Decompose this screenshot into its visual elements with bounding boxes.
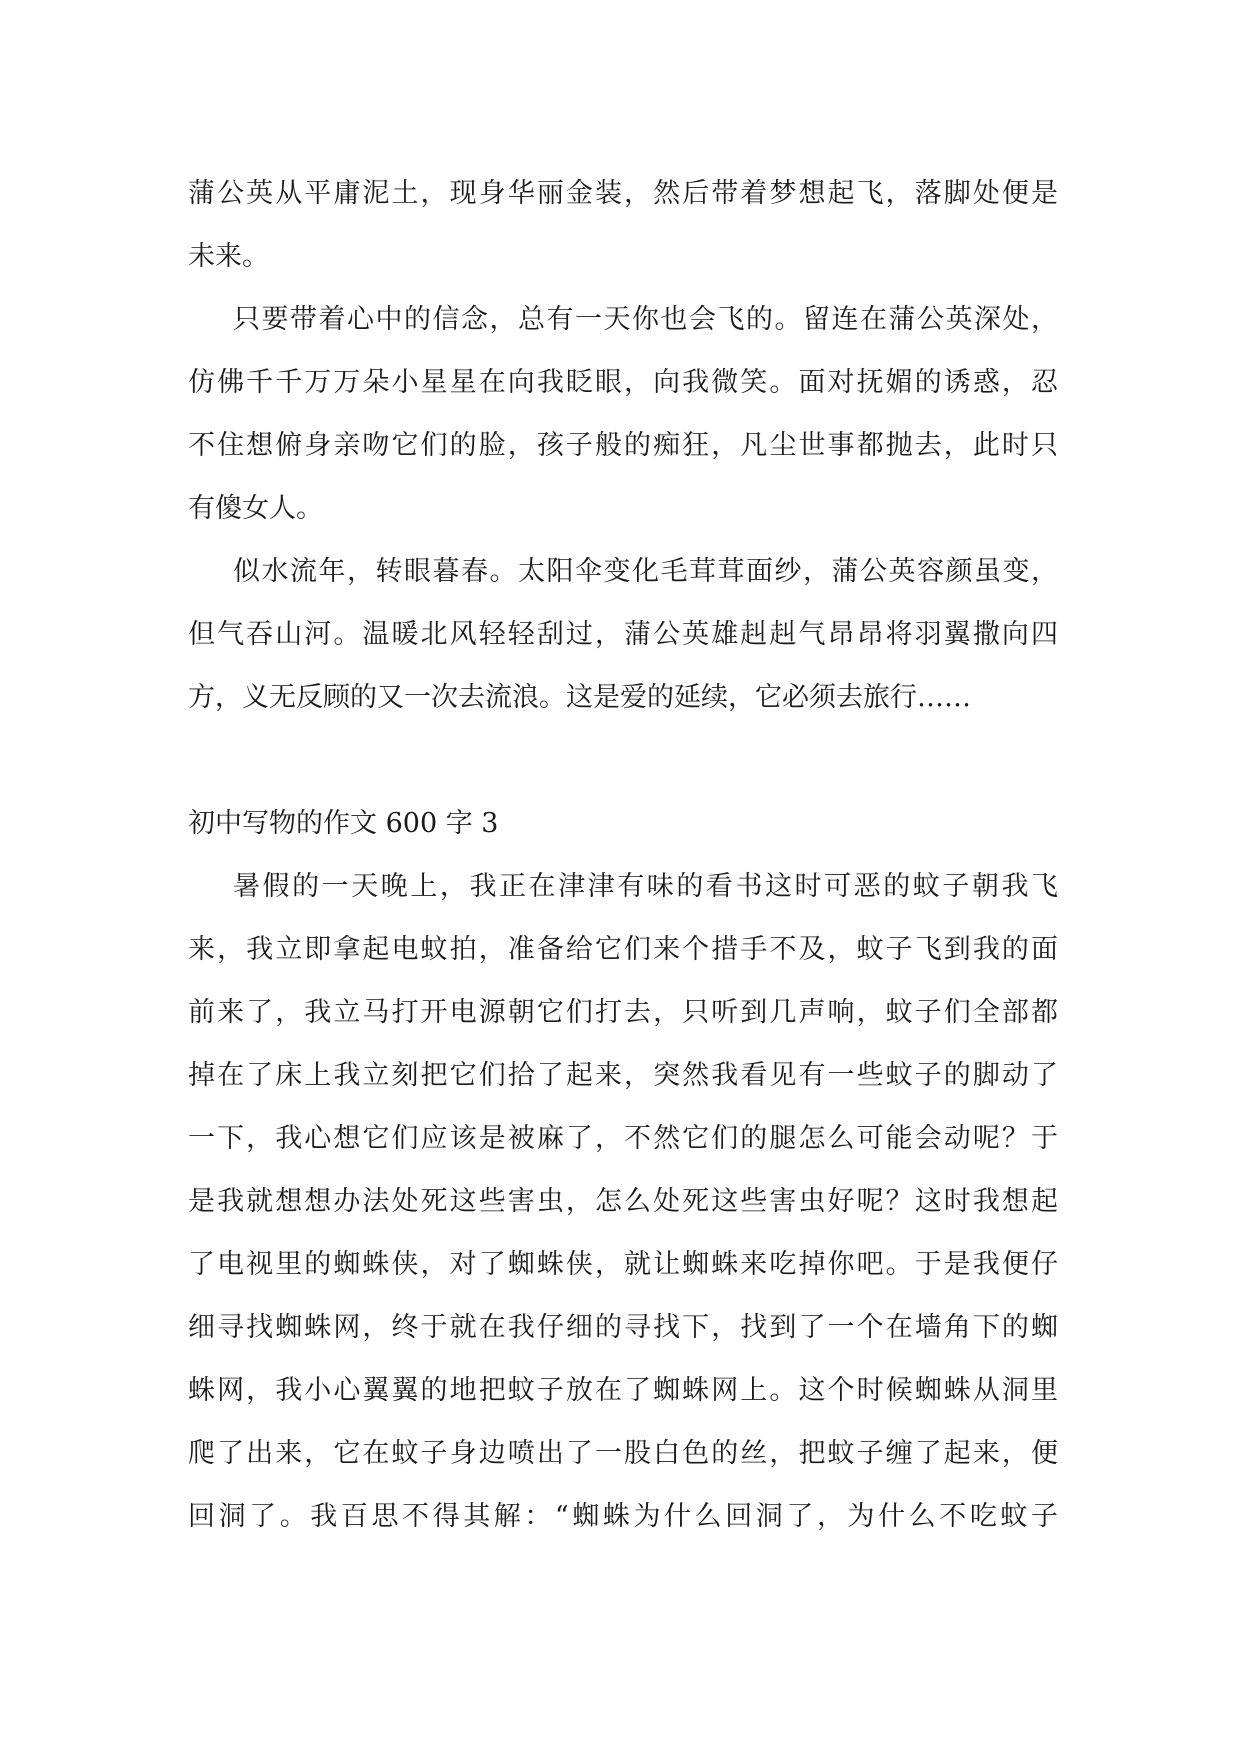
paragraph-3 <box>188 540 1058 729</box>
paragraph-line: 回洞了。我百思不得其解：“蜘蛛为什么回洞了，为什么不吃蚊子 <box>188 1501 1058 1532</box>
document-page <box>188 162 1058 1548</box>
paragraph-line: 爬了出来，它在蚊子身边喷出了一股白色的丝，把蚊子缠了起来，便 <box>188 1438 1058 1469</box>
paragraph-2 <box>188 288 1058 540</box>
paragraph-line: 是我就想想办法处死这些害虫，怎么处死这些害虫好呢？这时我想起 <box>188 1186 1058 1217</box>
paragraph-line: 暑假的一天晚上，我正在津津有味的看书这时可恶的蚊子朝我飞 <box>233 871 1058 902</box>
paragraph-line: 只要带着心中的信念，总有一天你也会飞的。留连在蒲公英深处， <box>233 304 1058 335</box>
paragraph-line: 来，我立即拿起电蚊拍，准备给它们来个措手不及，蚊子飞到我的面 <box>188 934 1058 965</box>
paragraph-line: 掉在了床上我立刻把它们拾了起来，突然我看见有一些蚊子的脚动了 <box>188 1060 1058 1091</box>
paragraph-line: 了电视里的蜘蛛侠，对了蜘蛛侠，就让蜘蛛来吃掉你吧。于是我便仔 <box>188 1249 1058 1280</box>
paragraph-4 <box>188 855 1058 1548</box>
paragraph-line: 未来。 <box>188 241 269 272</box>
paragraph-line: 似水流年，转眼暮春。太阳伞变化毛茸茸面纱，蒲公英容颜虽变， <box>233 556 1058 587</box>
paragraph-line: 方，义无反顾的又一次去流浪。这是爱的延续，它必须去旅行…… <box>188 682 971 713</box>
paragraph-1 <box>188 162 1058 288</box>
paragraph-line: 蒲公英从平庸泥土，现身华丽金装，然后带着梦想起飞，落脚处便是 <box>188 178 1058 209</box>
paragraph-line: 有傻女人。 <box>188 493 323 524</box>
paragraph-line: 不住想俯身亲吻它们的脸，孩子般的痴狂，凡尘世事都抛去，此时只 <box>188 430 1058 461</box>
paragraph-line: 蛛网，我小心翼翼的地把蚊子放在了蜘蛛网上。这个时候蜘蛛从洞里 <box>188 1375 1058 1406</box>
paragraph-line: 前来了，我立马打开电源朝它们打去，只听到几声响，蚊子们全部都 <box>188 997 1058 1028</box>
section-title: 初中写物的作文 600 字 3 <box>188 808 499 839</box>
paragraph-line: 仿佛千千万万朵小星星在向我眨眼，向我微笑。面对抚媚的诱惑，忍 <box>188 367 1058 398</box>
section-spacer <box>188 729 1058 792</box>
paragraph-line: 但气吞山河。温暖北风轻轻刮过，蒲公英雄赳赳气昂昂将羽翼撒向四 <box>188 619 1058 650</box>
paragraph-line: 一下，我心想它们应该是被麻了，不然它们的腿怎么可能会动呢？于 <box>188 1123 1058 1154</box>
paragraph-line: 细寻找蜘蛛网，终于就在我仔细的寻找下，找到了一个在墙角下的蜘 <box>188 1312 1058 1343</box>
